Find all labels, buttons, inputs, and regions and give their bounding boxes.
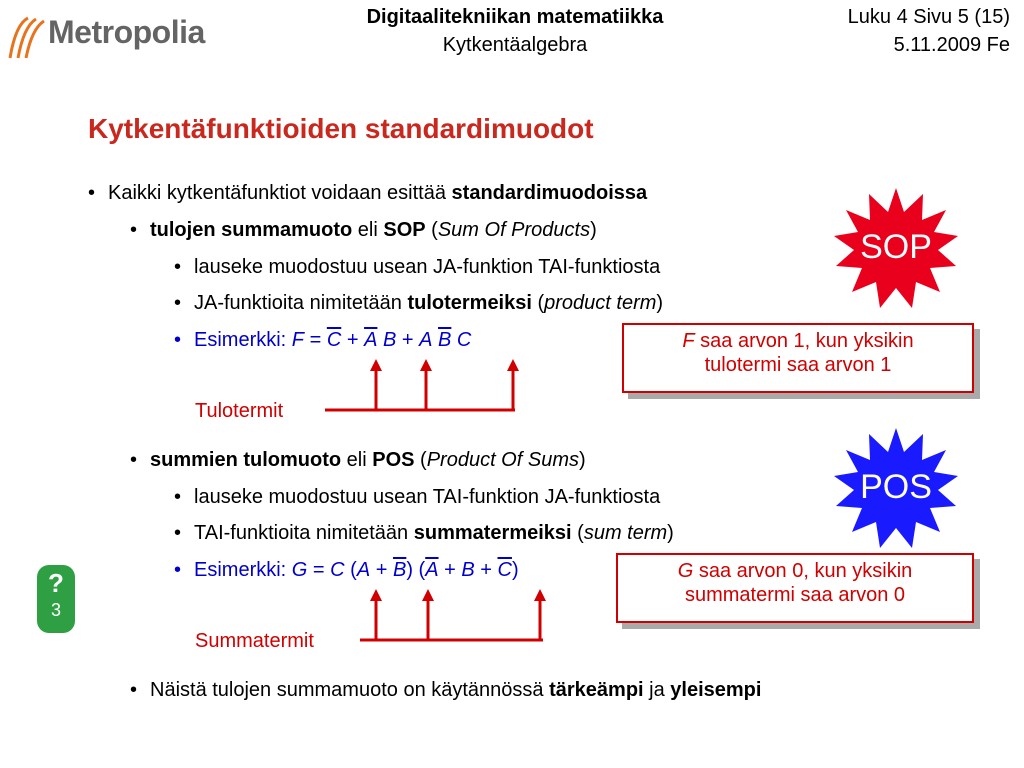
var-G: G	[291, 559, 308, 581]
callout-line-2: tulotermi saa arvon 1	[704, 354, 892, 376]
pos-item-1	[174, 485, 660, 509]
page-info: Luku 4 Sivu 5 (15)	[847, 6, 1010, 28]
equals-sign: =	[304, 329, 327, 351]
callout-line-2: summatermi saa arvon 0	[684, 584, 906, 606]
question-number: 3	[50, 600, 61, 620]
paren-open: (	[571, 522, 584, 544]
sop-callout	[622, 323, 974, 393]
pos-item-1-text: lauseke muodostuu usean TAI-funktion JA-funktiosta	[194, 486, 661, 508]
paren-close: )	[590, 219, 597, 241]
paren-close: )	[667, 522, 674, 544]
conclusion-mid: ja	[643, 679, 671, 701]
sop-item-1-text: lauseke muodostuu usean JA-funktion TAI-funktiosta	[194, 256, 661, 278]
var-B-bar: $\overline{B}$	[438, 329, 452, 351]
sop-terms-label: Tulotermit	[195, 400, 284, 422]
pos-heading-bold: summien tulomuoto	[150, 449, 342, 471]
sop-abbr: SOP	[383, 219, 426, 241]
var-A-bar: $\overline{A}$	[364, 329, 378, 351]
var-C-bar: $\overline{C}$	[326, 329, 342, 351]
paren-open: (	[425, 219, 438, 241]
conclusion-text: Näistä tulojen summamuoto on käytännössä	[150, 679, 550, 701]
question-mark-icon: ?	[48, 568, 64, 598]
slide-title: Kytkentäfunktioiden standardimuodot	[88, 113, 594, 144]
pos-heading-mid: eli	[341, 449, 373, 471]
plus-sign: +	[438, 559, 462, 581]
bullet-dot: •	[174, 329, 182, 351]
callout-var: F	[682, 330, 695, 352]
bullet-dot: •	[174, 292, 182, 314]
bullet-standard-forms	[88, 181, 647, 205]
conclusion-bold-1: tärkeämpi	[549, 679, 644, 701]
var-F: F	[291, 329, 305, 351]
var-B: B	[382, 329, 397, 351]
bullet-text: Kaikki kytkentäfunktiot voidaan esittää	[108, 182, 452, 204]
bullet-bold: standardimuodoissa	[451, 182, 648, 204]
pos-callout	[616, 553, 974, 623]
pos-example	[174, 558, 519, 582]
sop-item-2-bold: tulotermeiksi	[407, 292, 532, 314]
var-A-bar: $\overline{A}$	[425, 559, 439, 581]
sop-item-2-italic: product term	[544, 292, 657, 314]
bullet-dot: •	[174, 522, 182, 544]
pos-term-arrows	[355, 585, 555, 645]
pos-abbr: POS	[372, 449, 415, 471]
sop-item-2	[174, 291, 663, 315]
bullet-dot: •	[174, 256, 182, 278]
var-C: C	[456, 329, 472, 351]
paren-close-open: ) (	[406, 559, 426, 581]
var-B-bar: $\overline{B}$	[392, 559, 407, 581]
logo-text: Metropolia	[48, 14, 205, 50]
var-A: A	[356, 559, 371, 581]
conclusion-bold-2: yleisempi	[670, 679, 762, 701]
plus-sign: +	[396, 329, 420, 351]
bullet-dot: •	[174, 486, 182, 508]
var-B: B	[461, 559, 475, 581]
metropolia-logo-mark	[6, 14, 48, 60]
bullet-dot: •	[130, 449, 138, 471]
example-label: Esimerkki:	[194, 559, 292, 581]
bullet-dot: •	[174, 559, 182, 581]
paren-open: (	[414, 449, 427, 471]
pos-item-2-bold: summatermeiksi	[413, 522, 572, 544]
pos-item-2-text: TAI-funktioita nimitetään	[194, 522, 414, 544]
pos-fullname: Product Of Sums	[426, 449, 579, 471]
equals-sign: =	[307, 559, 331, 581]
paren-close: )	[578, 449, 586, 471]
plus-sign: +	[341, 329, 365, 351]
paren-open: (	[531, 292, 545, 314]
bullet-dot: •	[130, 679, 138, 701]
pos-heading	[130, 448, 586, 472]
callout-var: G	[677, 560, 694, 582]
sop-heading-bold: tulojen summamuoto	[150, 219, 353, 241]
chapter-title: Kytkentäalgebra	[442, 34, 588, 56]
pos-terms-label: Summatermit	[195, 630, 314, 652]
paren-close: )	[656, 292, 664, 314]
pos-item-2	[174, 521, 674, 545]
var-C-bar: $\overline{C}$	[497, 559, 512, 581]
bullet-dot: •	[88, 182, 96, 204]
sop-term-arrows	[320, 355, 530, 415]
bullet-conclusion	[130, 678, 761, 702]
var-C: C	[330, 559, 345, 581]
sop-example	[174, 328, 471, 352]
bullet-dot: •	[130, 219, 138, 241]
plus-sign: +	[474, 559, 498, 581]
callout-line-1: saa arvon 0, kun yksikin	[693, 560, 913, 582]
pos-item-2-italic: sum term	[583, 522, 668, 544]
plus-sign: +	[370, 559, 393, 581]
sop-heading-mid: eli	[352, 219, 384, 241]
sop-item-1	[174, 255, 660, 279]
sop-item-2-text: JA-funktioita nimitetään	[194, 292, 408, 314]
pos-star-label: POS	[860, 468, 932, 506]
date-info: 5.11.2009 Fe	[893, 34, 1010, 56]
course-title: Digitaalitekniikan matematiikka	[366, 6, 664, 28]
paren-open: (	[344, 559, 357, 581]
var-A: A	[419, 329, 433, 351]
sop-fullname: Sum Of Products	[437, 219, 591, 241]
question-badge[interactable]	[37, 565, 75, 633]
paren-close: )	[511, 559, 519, 581]
example-label: Esimerkki:	[194, 329, 292, 351]
sop-star-label: SOP	[860, 228, 932, 266]
callout-line-1: saa arvon 1, kun yksikin	[694, 330, 914, 352]
sop-heading	[130, 218, 597, 242]
